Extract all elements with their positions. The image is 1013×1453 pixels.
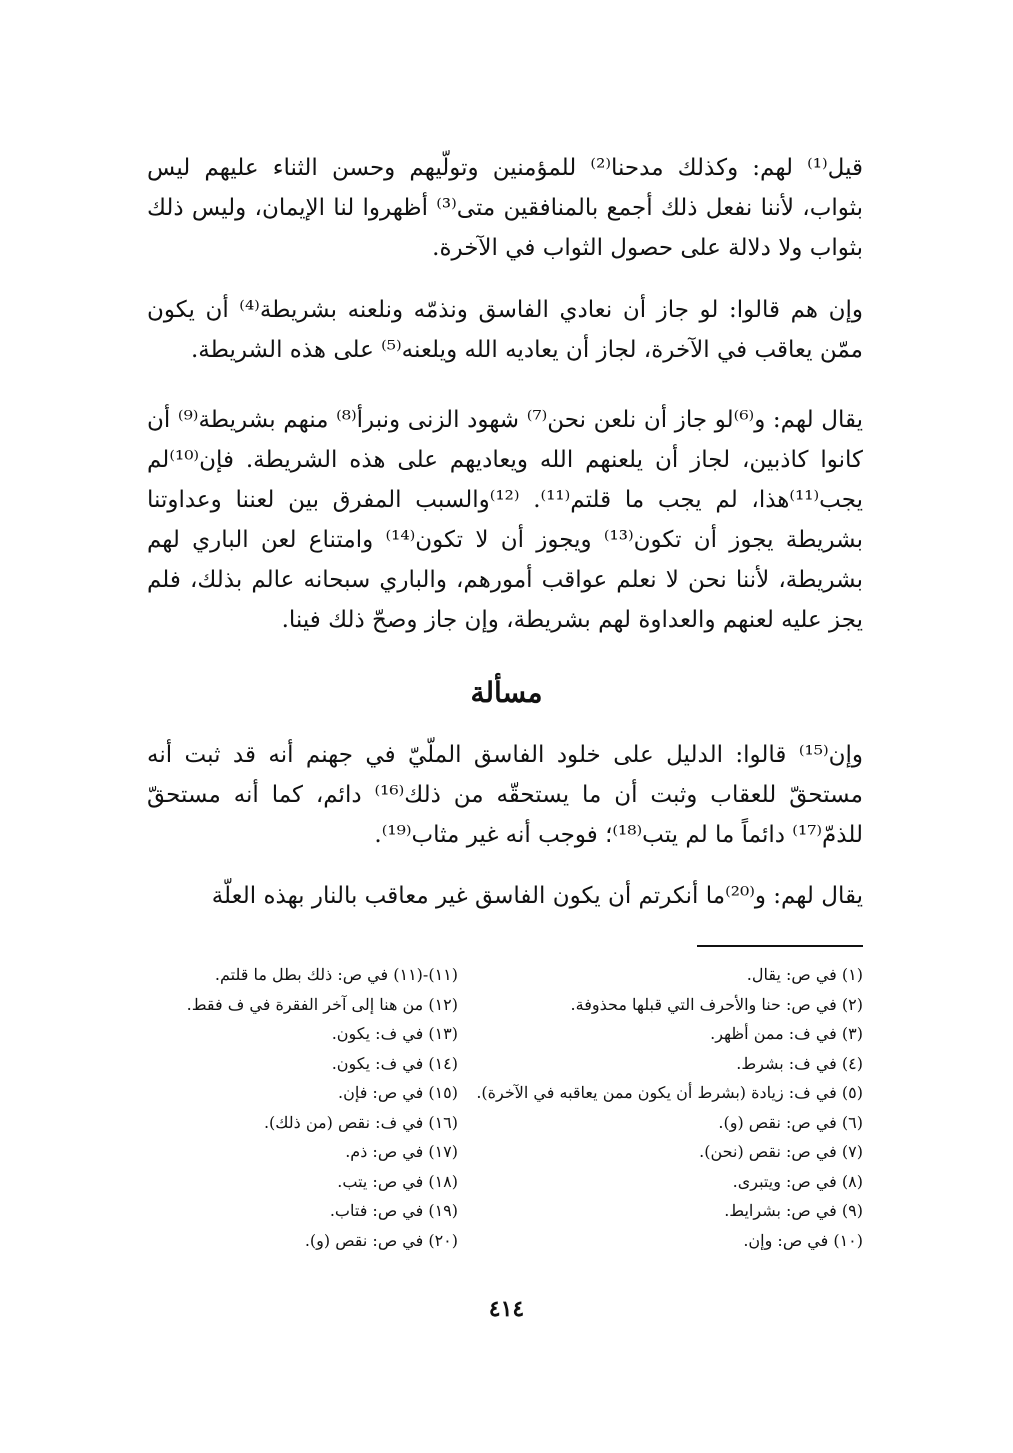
footnote: (٢٠) في ص: نقص (و). bbox=[304, 1230, 458, 1250]
footnote: (١٥) في ص: فإن. bbox=[337, 1083, 458, 1102]
footnote: (١٤) في ف: يكون. bbox=[331, 1053, 458, 1073]
body-paragraph-4: وإن⁽¹⁵⁾ قالوا: الدليل على خلود الفاسق الملّيّ في جهنم أنه قد ثبت أنه مستحقّ للعقاب وثبت أن ما يستحقّه من ذلك⁽¹⁶⁾ دائم، كما أنه مستحقّ للذمّ⁽¹⁷⁾ دائماً ما لم يتب⁽¹⁸⁾؛ فوجب أنه غير مثاب⁽¹⁹⁾. bbox=[147, 742, 863, 848]
footnote: (١٨) في ص: يتب. bbox=[337, 1171, 458, 1191]
footnote: (٨) في ص: ويتبرى. bbox=[732, 1171, 863, 1191]
footnote: (١٠) في ص: وإن. bbox=[743, 1230, 863, 1250]
footnote: (٤) في ف: بشرط. bbox=[736, 1053, 863, 1073]
body-paragraph-1: قيل⁽¹⁾ لهم: وكذلك مدحنا⁽²⁾ للمؤمنين وتولّيهم وحسن الثناء عليهم ليس بثواب، لأننا نفعل ذلك أجمع بالمنافقين متى⁽³⁾ أظهروا لنا الإيمان، وليس ذلك بثواب ولا دلالة على حصول الثواب في الآخرة. bbox=[147, 155, 864, 261]
body-paragraph-3: يقال لهم: و⁽⁶⁾لو جاز أن نلعن نحن⁽⁷⁾ شهود الزنى ونبرأ⁽⁸⁾ منهم بشريطة⁽⁹⁾ أن كانوا كاذبين، لجاز أن يلعنهم الله ويعاديهم على هذه الشريطة. فإن⁽¹⁰⁾لم يجب⁽¹¹⁾هذا، لم يجب ما قلتم⁽¹¹⁾. ⁽¹²⁾والسبب المفرق بين لعننا وعداوتنا بشريطة يجوز أن تكون⁽¹³⁾ ويجوز أن لا تكون⁽¹⁴⁾ وامتناع لعن الباري لهم بشريطة، لأننا نحن لا نعلم عواقب أمورهم، والباري سبحانه عالم بذلك، فلم يجز عليه لعنهم والعداوة لهم بشريطة، وإن جاز وصحّ ذلك فينا. bbox=[147, 407, 864, 633]
footnote: (١١)-(١١) في ص: ذلك بطل ما قلتم. bbox=[214, 965, 458, 984]
footnotes-right-column bbox=[443, 960, 863, 1255]
footnote: (١٢) من هنا إلى آخر الفقرة في ف فقط. bbox=[186, 994, 458, 1014]
footnote: (٣) في ف: ممن أظهر. bbox=[710, 1024, 863, 1043]
body-paragraph-2: وإن هم قالوا: لو جاز أن نعادي الفاسق ونذمّه ونلعنه بشريطة⁽⁴⁾ أن يكون ممّن يعاقب في الآخرة، لجاز أن يعاديه الله ويلعنه⁽⁵⁾ على هذه الشريطة. bbox=[147, 297, 863, 363]
footnote: (٢) في ص: حنا والأحرف التي قبلها محذوفة. bbox=[570, 994, 863, 1014]
footnote: (٩) في ص: بشرايط. bbox=[724, 1201, 863, 1220]
footnote: (٥) في ف: زيادة (بشرط أن يكون ممن يعاقبه في الآخرة). bbox=[476, 1083, 863, 1102]
footnote: (١٣) في ف: يكون. bbox=[331, 1024, 458, 1043]
section-heading: مسألة bbox=[470, 676, 543, 709]
footnote: (٧) في ص: نقص (نحن). bbox=[699, 1142, 863, 1161]
footnote: (١) في ص: يقال. bbox=[746, 965, 863, 984]
footnote: (٦) في ص: نقص (و). bbox=[718, 1112, 863, 1132]
footnote: (١٧) في ص: ذم. bbox=[345, 1142, 458, 1161]
footnotes-left-column bbox=[148, 960, 458, 1255]
body-paragraph-5: يقال لهم: و⁽²⁰⁾ما أنكرتم أن يكون الفاسق غير معاقب بالنار بهذه العلّة bbox=[211, 883, 863, 909]
footnote-divider bbox=[697, 945, 863, 947]
footnote: (١٦) في ف: نقص (من ذلك). bbox=[263, 1112, 458, 1132]
page-number: ٤١٤ bbox=[488, 1296, 525, 1322]
footnote: (١٩) في ص: فتاب. bbox=[329, 1201, 458, 1220]
